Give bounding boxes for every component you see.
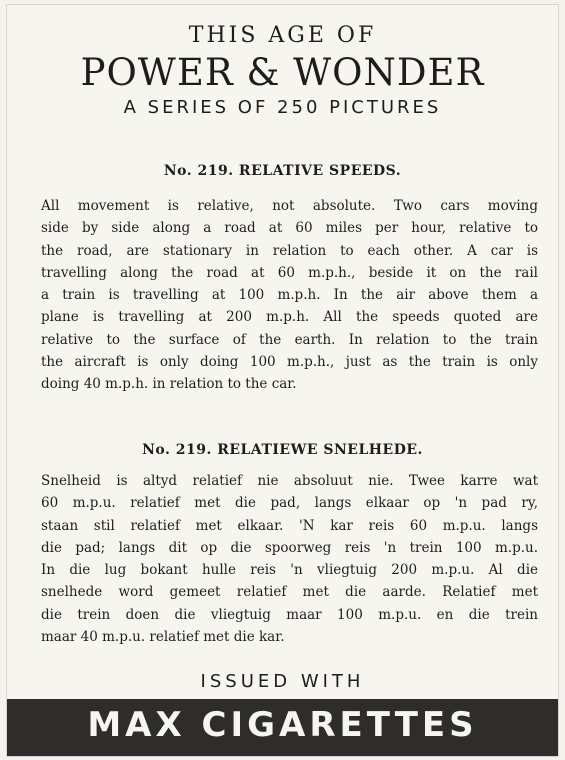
english-section-title: No. 219. RELATIVE SPEEDS. bbox=[163, 163, 402, 179]
series-heading: THIS AGE OF bbox=[188, 23, 377, 48]
afrikaans-section-title: No. 219. RELATIEWE SNELHEDE. bbox=[142, 442, 423, 458]
text-line: a train is travelling at 100 m.p.h. In the air above them a bbox=[41, 287, 538, 304]
english-paragraph bbox=[41, 195, 538, 396]
series-title: POWER & WONDER bbox=[80, 51, 485, 94]
afrikaans-paragraph bbox=[41, 470, 538, 648]
text-line: doing 40 m.p.h. in relation to the car. bbox=[41, 376, 297, 393]
text-line: maar 40 m.p.u. relatief met die kar. bbox=[41, 629, 285, 646]
text-line: die pad; langs dit op die spoorweg reis 'n trein 100 m.p.u. bbox=[41, 539, 538, 556]
text-line: Snelheid is altyd relatief nie absoluut nie. Twee karre wat bbox=[41, 473, 538, 489]
text-line: the road, are stationary in relation to each other. A car is bbox=[41, 242, 538, 259]
card bbox=[6, 4, 559, 757]
series-subtitle: A SERIES OF 250 PICTURES bbox=[123, 97, 442, 118]
text-line: relative to the surface of the earth. In relation to the train bbox=[41, 331, 538, 348]
text-line: travelling along the road at 60 m.p.h., beside it on the rail bbox=[41, 264, 538, 281]
text-line: staan stil relatief met elkaar. 'N kar reis 60 m.p.u. langs bbox=[41, 517, 538, 534]
brand-name: MAX CIGARETTES bbox=[87, 705, 478, 745]
brand-banner bbox=[7, 699, 558, 756]
text-line: In die lug bokant hulle reis 'n vliegtuig 200 m.p.u. Al die bbox=[41, 562, 538, 579]
text-line: side by side along a road at 60 miles per hour, relative to bbox=[41, 220, 538, 237]
text-line: plane is travelling at 200 m.p.h. All the speeds quoted are bbox=[41, 309, 538, 326]
text-line: die trein doen die vliegtuig maar 100 m.p.u. en die trein bbox=[41, 606, 538, 623]
text-line: All movement is relative, not absolute. Two cars moving bbox=[41, 198, 538, 214]
text-line: the aircraft is only doing 100 m.p.h., just as the train is only bbox=[41, 354, 538, 371]
text-line: snelhede word gemeet relatief met die aarde. Relatief met bbox=[41, 584, 538, 601]
text-line: 60 m.p.u. relatief met die pad, langs elkaar op 'n pad ry, bbox=[41, 495, 538, 512]
issued-with-label: ISSUED WITH bbox=[200, 671, 365, 692]
